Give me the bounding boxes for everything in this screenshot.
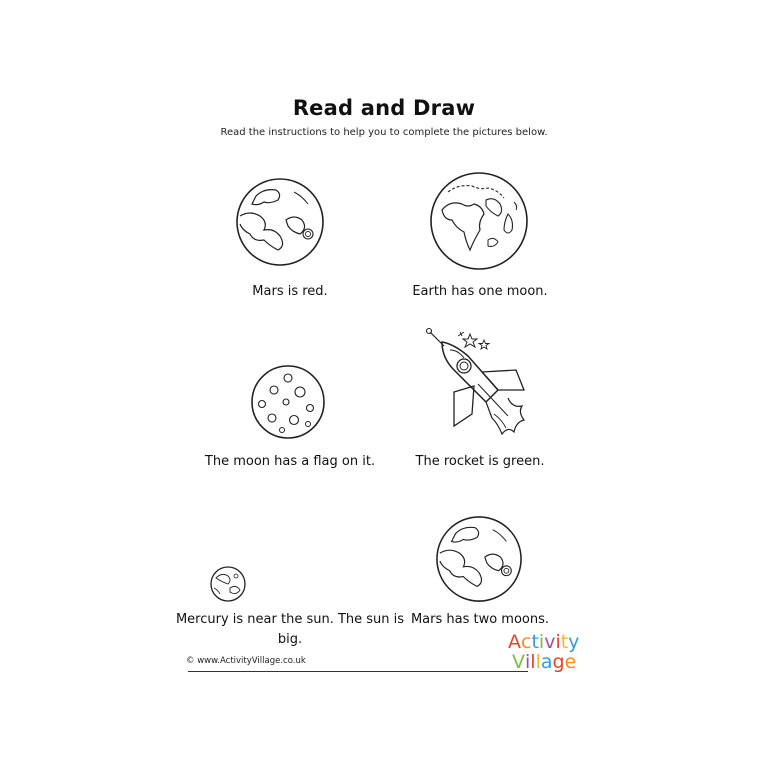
logo-letter: e [564,651,577,673]
caption-earth-has-one-moon: Earth has one moon. [412,284,548,299]
mars-planet-icon [234,176,326,268]
page-subtitle: Read the instructions to help you to complete the pictures below. [220,127,548,138]
logo-letter: l [530,651,536,673]
logo-letter: g [552,651,565,673]
mercury-planet-icon [208,564,248,604]
logo-letter: y [568,631,580,653]
logo-letter: t [531,631,539,653]
logo-letter: A [508,631,521,653]
logo-line-2 [512,652,590,672]
footer-copyright: © www.ActivityVillage.co.uk [186,656,306,666]
logo-letter: l [535,651,541,673]
page-title: Read and Draw [292,96,476,120]
moon-icon [248,362,328,442]
logo-letter: i [525,651,531,673]
mars-planet-icon [434,514,524,604]
caption-mercury-near-sun: Mercury is near the sun. The sun is big. [175,612,405,647]
logo-line-1 [508,632,590,652]
rocket-icon [424,326,534,442]
caption-mars-is-red: Mars is red. [252,284,328,299]
logo-letter: V [512,651,525,673]
logo-letter: a [540,651,553,673]
logo-letter: i [538,631,545,653]
logo-letter: i [555,631,561,653]
caption-mars-two-moons: Mars has two moons. [410,612,550,627]
caption-moon-has-flag: The moon has a flag on it. [204,454,376,469]
logo-letter: v [544,631,556,653]
caption-rocket-is-green: The rocket is green. [415,454,545,469]
earth-planet-icon [428,170,530,272]
logo-letter: t [560,631,569,653]
activity-village-logo [500,632,590,680]
footer-divider [188,671,528,672]
logo-letter: c [521,631,532,653]
